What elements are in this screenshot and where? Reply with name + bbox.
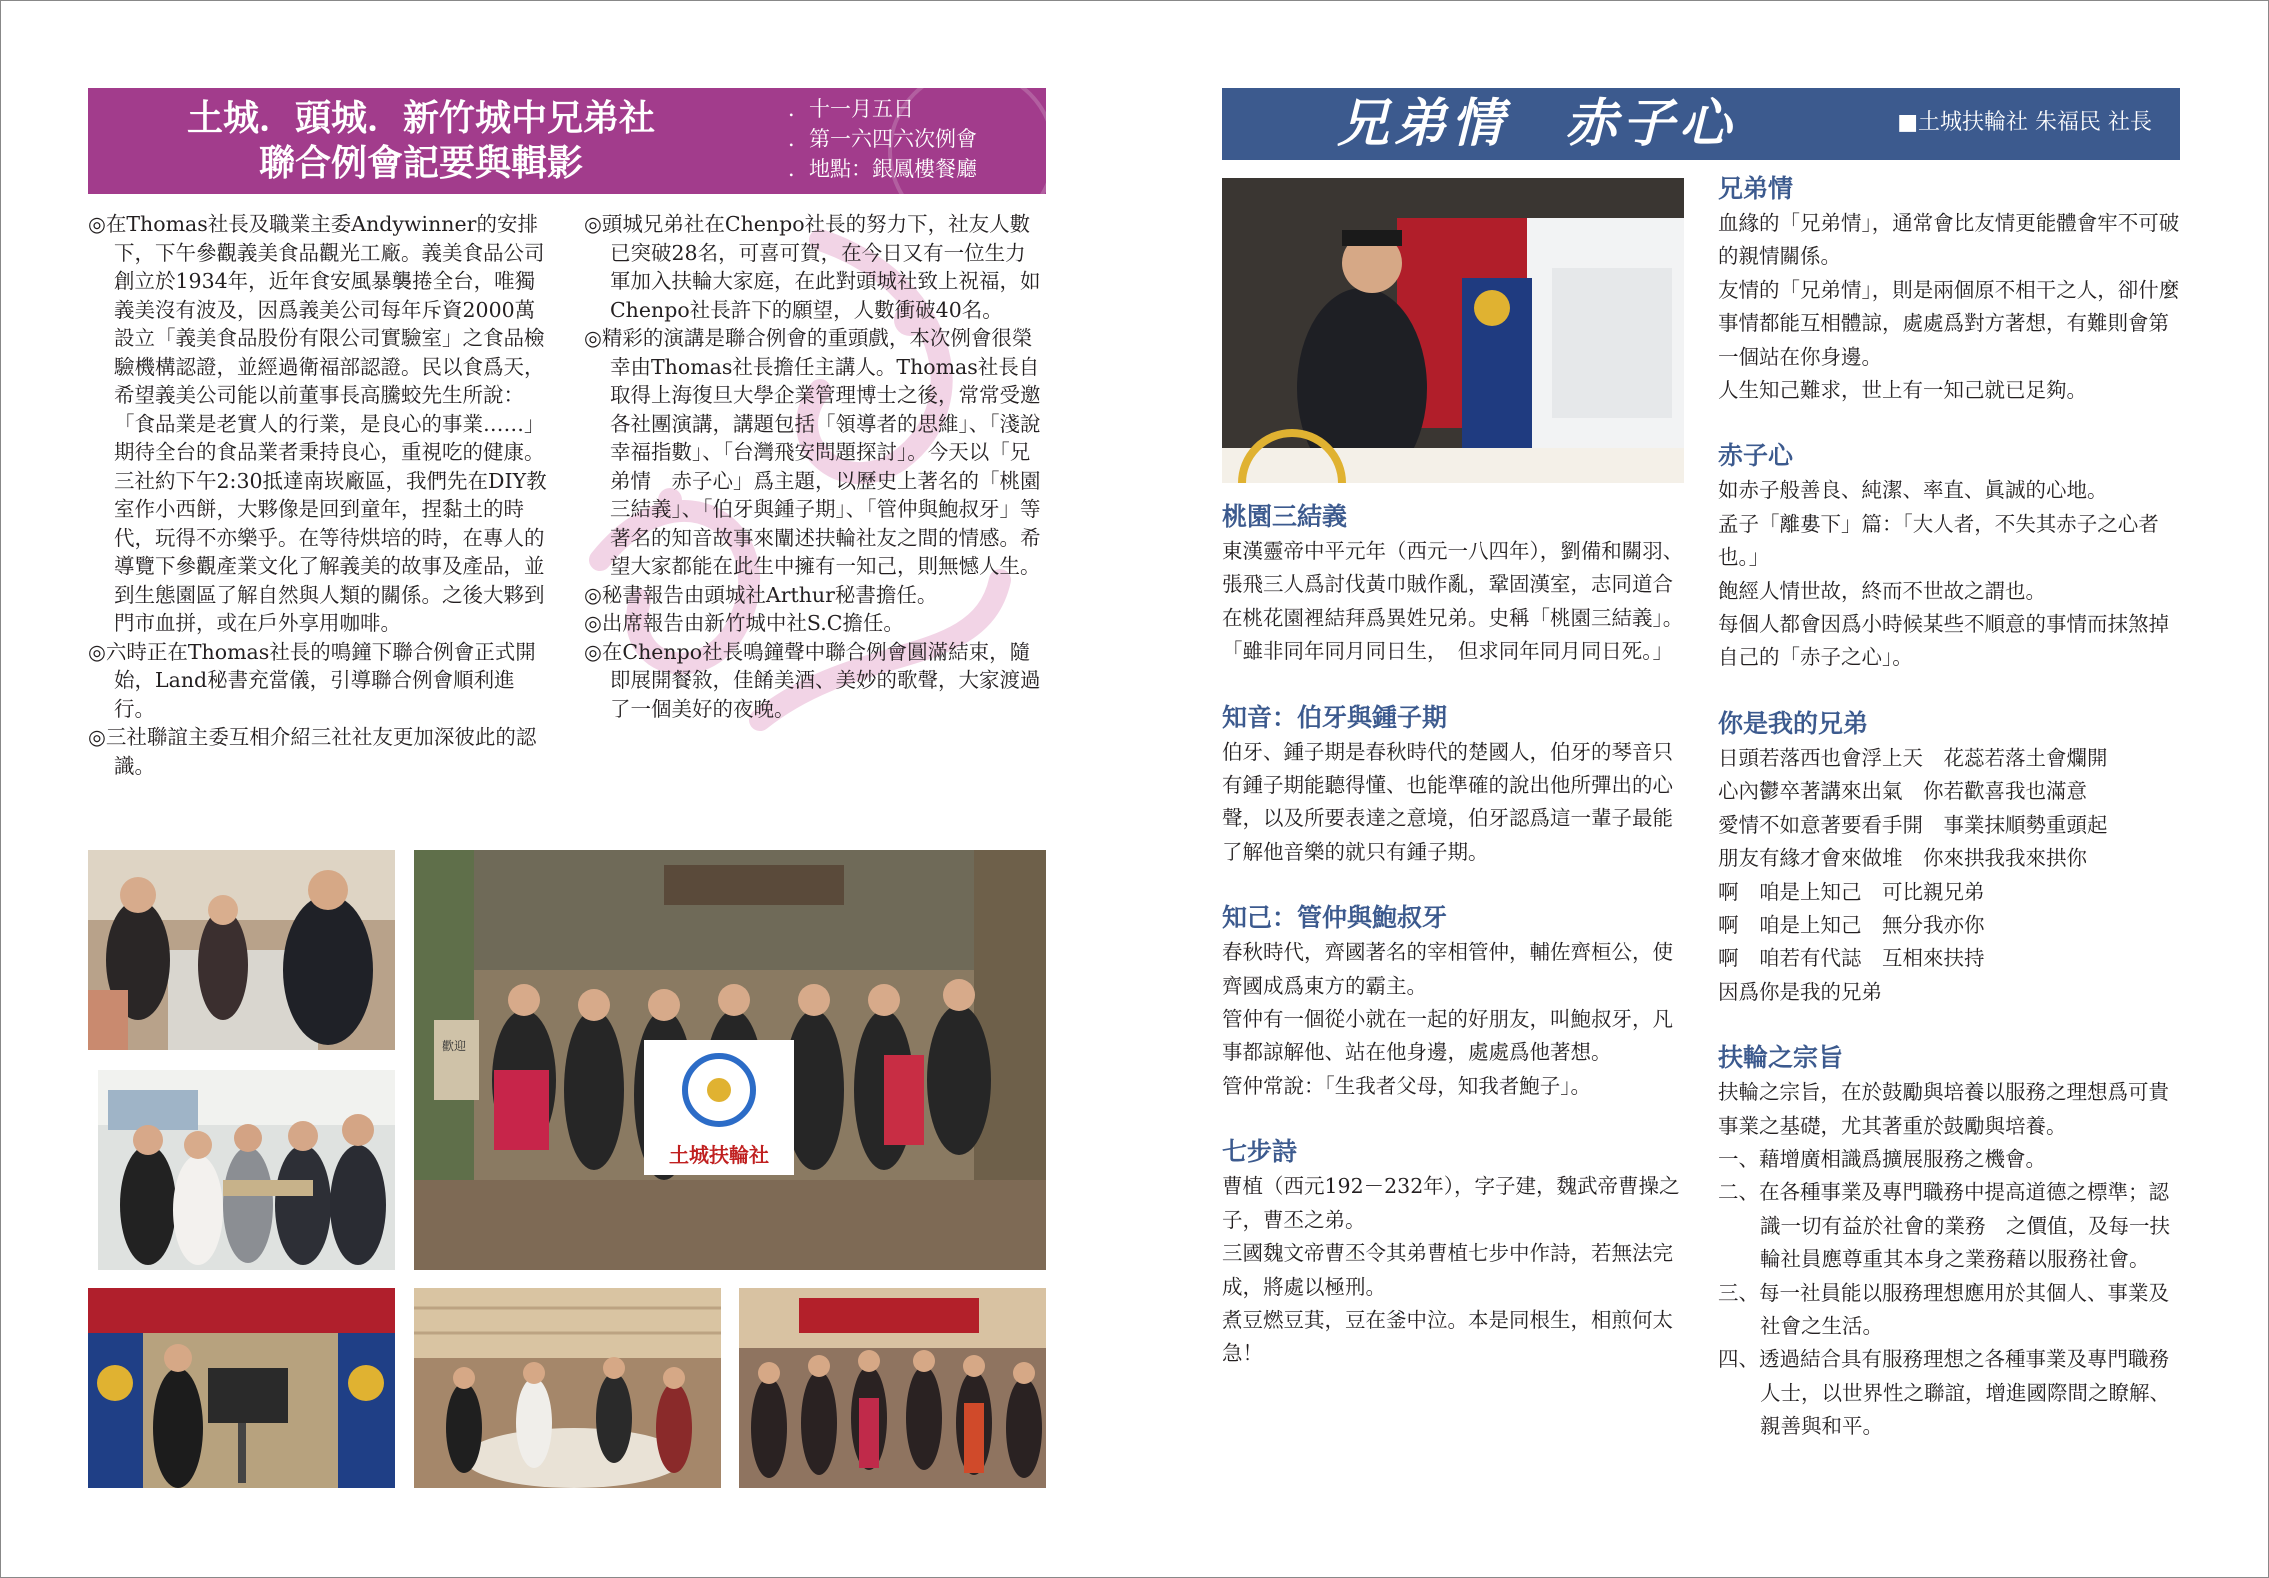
article-para-6: ◎精彩的演講是聯合例會的重頭戲，本次例會很榮幸由Thomas社長擔任主講人。Thomas社長自取得上海復旦大學企業管理博士之後，常常受邀各社團演講，講題包括「領導者的思維」、「淺說幸福指數」、「台灣飛安問題探討」。今天以「兄弟情 赤子心」爲主題，以歷史上著名的「桃園三結義」、「伯牙與鍾子期」、「管仲與鮑叔牙」等著名的知音故事來闡述扶輪社友之間的情感。希望大家都能在此生中擁有一知己，則無憾人生。 xyxy=(584,326,1041,578)
boya-para-1: 伯牙、鍾子期是春秋時代的楚國人，伯牙的琴音只有鍾子期能聽得懂、也能準確的說出他所彈出的心聲，以及所要表達之意境，伯牙認爲這一輩子最能了解他音樂的就只有鍾子期。 xyxy=(1222,739,1673,864)
rotary-object-intro: 扶輪之宗旨，在於鼓勵與培養以服務之理想爲可貴事業之基礎，尤其著重於鼓勵與培養。 xyxy=(1718,1080,2169,1138)
meeting-location: ．地點：銀鳳樓餐廳 xyxy=(788,157,977,181)
brotherhood-para-1: 血緣的「兄弟情」，通常會比友情更能體會牢不可破的親情關係。 xyxy=(1718,211,2180,269)
article-para-8: ◎出席報告由新竹城中社S.C擔任。 xyxy=(584,611,904,635)
photo-speaker xyxy=(1222,178,1684,483)
left-banner-title xyxy=(116,96,726,186)
section-boya-ziqi xyxy=(1222,701,1684,870)
taoyuan-para-2: 「雖非同年同月同日生， 但求同年同月同日死。」 xyxy=(1222,639,1673,664)
lyric-line: 啊 咱是上知己 可比親兄弟 xyxy=(1718,879,1985,904)
left-banner xyxy=(88,88,1046,194)
left-title-line1: 土城．頭城．新竹城中兄弟社 xyxy=(186,98,655,139)
right-far-column xyxy=(1718,172,2180,1444)
photo-dining-table xyxy=(88,850,395,1050)
pureheart-para-3: 飽經人情世故，終而不世故之謂也。 xyxy=(1718,578,2046,603)
photo-karaoke-stand xyxy=(88,1288,395,1488)
rotary-object-item-3: 三、每一社員能以服務理想應用於其個人、事業及社會之生活。 xyxy=(1718,1280,2169,1338)
poem-para-1: 曹植（西元192－232年），字子建，魏武帝曹操之子，曹丕之弟。 xyxy=(1222,1174,1680,1232)
pureheart-para-1: 如赤子般善良、純潔、率直、眞誠的心地。 xyxy=(1718,478,2108,503)
photo-cookie-tray xyxy=(98,1070,395,1270)
lyric-line: 啊 咱是上知己 無分我亦你 xyxy=(1718,912,1985,937)
right-banner xyxy=(1222,88,2180,160)
heading-guan-bao: 知己：管仲與鮑叔牙 xyxy=(1222,903,1448,933)
heading-song-lyrics: 你是我的兄弟 xyxy=(1718,708,1869,738)
section-rotary-object xyxy=(1718,1041,2180,1443)
meeting-info xyxy=(788,94,977,184)
lyric-line: 心內鬱卒著講來出氣 你若歡喜我也滿意 xyxy=(1718,779,2087,804)
welcome-sign-label: 歡迎 xyxy=(441,1039,467,1053)
guanbao-para-2: 管仲有一個從小就在一起的好朋友，叫鮑叔牙，凡事都諒解他、站在他身邊，處處爲他著想。 xyxy=(1222,1007,1673,1065)
left-title-line2: 聯合例會記要與輯影 xyxy=(258,143,583,184)
meeting-number: ．第一六四六次例會 xyxy=(788,127,977,151)
lyric-line: 啊 咱若有代誌 互相來扶持 xyxy=(1718,946,1985,971)
section-seven-steps-poem xyxy=(1222,1135,1684,1370)
poem-para-2: 三國魏文帝曹丕令其弟曹植七步中作詩，若無法完成，將處以極刑。 xyxy=(1222,1241,1673,1299)
author-credit: ■土城扶輪社 朱福民 社長 xyxy=(1897,110,2152,135)
article-para-1: ◎在Thomas社長及職業主委Andywinner的安排下，下午參觀義美食品觀光工廠。義美食品公司創立於1934年，近年食安風暴襲捲全台，唯獨義美沒有波及，因爲義美公司每年斥資2000萬設立「義美食品股份有限公司實驗室」之食品檢驗機構認證，並經過衛福部認證。民以食爲天，希望義美公司能以前董事長高騰蛟先生所說：「食品業是老實人的行業，是良心的事業……」期待全台的食品業者秉持良心，重視吃的健康。 xyxy=(88,212,545,464)
lyric-line: 愛情不如意著要看手開 事業抹順勢重頭起 xyxy=(1718,812,2108,837)
article-para-9: ◎在Chenpo社長鳴鐘聲中聯合例會圓滿結束，隨即展開餐敘，佳餚美酒、美妙的歌聲，大家渡過了一個美好的夜晚。 xyxy=(584,639,1041,721)
section-song-lyrics xyxy=(1718,707,2180,1009)
section-pure-heart xyxy=(1718,439,2180,674)
guanbao-para-3: 管仲常說：「生我者父母，知我者鮑子」。 xyxy=(1222,1073,1591,1098)
rotary-object-item-1: 一、藉增廣相識爲擴展服務之機會。 xyxy=(1718,1146,2046,1171)
heading-brotherhood: 兄弟情 xyxy=(1718,174,1794,203)
article-para-3: ◎六時正在Thomas社長的鳴鐘下聯合例會正式開始，Land秘書充當儀，引導聯合例會順利進行。 xyxy=(88,639,536,721)
lyric-line: 朋友有緣才會來做堆 你來拱我我來拱你 xyxy=(1718,846,2087,871)
left-column-1 xyxy=(88,210,550,780)
heading-boya-ziqi: 知音：伯牙與鍾子期 xyxy=(1222,702,1448,732)
section-brotherhood xyxy=(1718,172,2180,407)
article-para-4: ◎三社聯誼主委互相介紹三社社友更加深彼此的認識。 xyxy=(88,725,537,778)
flag-label: 土城扶輪社 xyxy=(669,1143,769,1167)
guanbao-para-1: 春秋時代，齊國著名的宰相管仲，輔佐齊桓公，使齊國成爲東方的霸主。 xyxy=(1222,940,1673,998)
poem-para-3: 煮豆燃豆萁，豆在釜中泣。本是同根生，相煎何太急！ xyxy=(1222,1307,1673,1366)
article-para-2: 三社約下午2:30抵達南崁廠區，我們先在DIY教室作小西餅，大夥像是回到童年，捏黏土的時代，玩得不亦樂乎。在等待烘培的時，在專人的導覽下參觀產業文化了解義美的故事及產品，並到生態園區了解自然與人類的關係。之後大夥到門市血拼，或在戶外享用咖啡。 xyxy=(114,468,547,635)
article-para-5: ◎頭城兄弟社在Chenpo社長的努力下，社友人數已突破28名，可喜可賀，在今日又有一位生力軍加入扶輪大家庭，在此對頭城社致上祝福，如Chenpo社長許下的願望，人數衝破40名。 xyxy=(584,212,1041,322)
heading-taoyuan-oath: 桃園三結義 xyxy=(1222,502,1348,531)
section-taoyuan-oath xyxy=(1222,500,1684,669)
heading-rotary-object: 扶輪之宗旨 xyxy=(1718,1043,1844,1073)
brotherhood-para-3: 人生知己難求，世上有一知己就已足夠。 xyxy=(1718,378,2087,403)
rotary-object-item-2: 二、在各種事業及專門職務中提高道德之標準；認識一切有益於社會的業務 之價值，及每一扶輪社員應尊重其本身之業務藉以服務社會。 xyxy=(1718,1180,2170,1272)
heading-seven-steps-poem: 七步詩 xyxy=(1222,1137,1298,1167)
rotary-object-item-4: 四、透過結合具有服務理想之各種事業及專門職務人士，以世界性之聯誼，增進國際間之瞭解、親善與和平。 xyxy=(1718,1347,2170,1439)
lyric-line: 因爲你是我的兄弟 xyxy=(1718,979,1882,1004)
brotherhood-para-2: 友情的「兄弟情」，則是兩個原不相干之人，卻什麼事情都能互相體諒，處處爲對方著想，有難則會第一個站在你身邊。 xyxy=(1718,277,2180,369)
left-column-2 xyxy=(584,210,1046,723)
pureheart-para-4: 每個人都會因爲小時候某些不順意的事情而抹煞掉自己的「赤子之心」。 xyxy=(1718,612,2169,670)
photo-banquet-hall xyxy=(414,1288,721,1488)
heading-pure-heart: 赤子心 xyxy=(1718,441,1794,471)
photo-group-banner xyxy=(414,850,1046,1270)
article-para-7: ◎秘書報告由頭城社Arthur秘書擔任。 xyxy=(584,582,938,607)
pureheart-para-2: 孟子「離婁下」篇：「大人者，不失其赤子之心者也。」 xyxy=(1718,511,2159,570)
right-middle-column xyxy=(1222,500,1684,1371)
photo-singing-group xyxy=(739,1288,1046,1488)
taoyuan-para-1: 東漢靈帝中平元年（西元一八四年），劉備和關羽、張飛三人爲討伐黃巾賊作亂，鞏固漢室，志同道合在桃花園裡結拜爲異姓兄弟。史稱「桃園三結義」。 xyxy=(1222,539,1684,630)
lyric-line: 日頭若落西也會浮上天 花蕊若落土會爛開 xyxy=(1718,745,2108,770)
meeting-date: ．十一月五日 xyxy=(788,97,914,121)
section-guan-bao xyxy=(1222,901,1684,1103)
right-banner-title: 兄弟情 赤子心 xyxy=(1337,93,1737,154)
